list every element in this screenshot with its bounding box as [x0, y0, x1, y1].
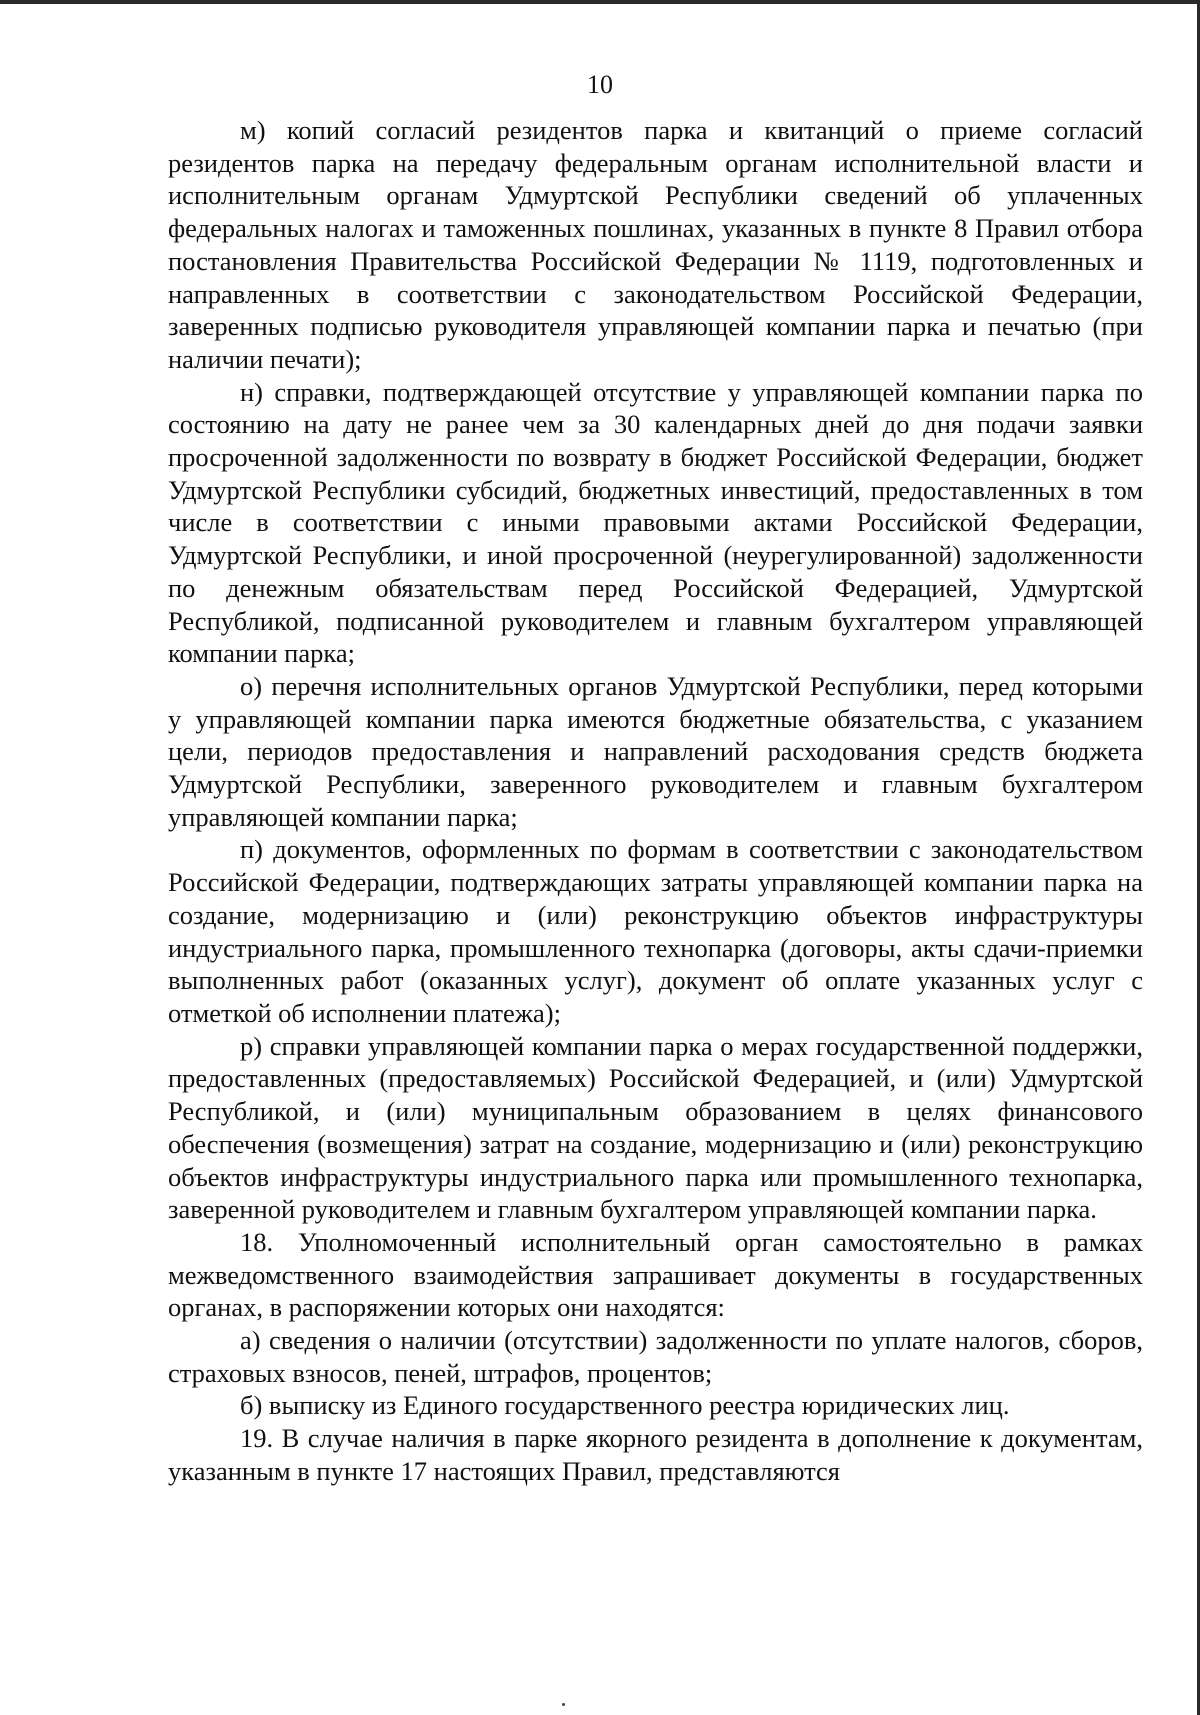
paragraph-19: 19. В случае наличия в парке якорного резидента в дополнение к документам, указанным в пункте 17 настоящих Правил, представляются	[168, 1423, 1143, 1486]
paragraph-b: б) выписку из Единого государственного реестра юридических лиц.	[240, 1390, 1010, 1421]
paragraph-m: м) копий согласий резидентов парка и квитанций о приеме согласий резидентов парка на передачу федеральным органам исполнительной власти и исполнительным органам Удмуртской Республики сведений об уплаченных федеральных налогах и таможенных пошлинах, указанных в пункте 8 Правил отбора постановления Правительства Российской Федерации № 1119, подготовленных и направленных в соответствии с законодательством Российской Федерации, заверенных подписью руководителя управляющей компании парка и печатью (при наличии печати);	[168, 115, 1143, 374]
paragraph-a: а) сведения о наличии (отсутствии) задолженности по уплате налогов, сборов, страховых взносов, пеней, штрафов, процентов;	[168, 1325, 1143, 1388]
document-body	[168, 114, 1143, 1488]
scan-speck	[562, 1703, 565, 1706]
page-number: 10	[587, 70, 613, 99]
paragraph-p: п) документов, оформленных по формам в соответствии с законодательством Российской Федерации, подтверждающих затраты управляющей компании парка на создание, модернизацию и (или) реконструкцию объектов инфраструктуры индустриального парка, промышленного технопарка (договоры, акты сдачи-приемки выполненных работ (оказанных услуг), документ об оплате указанных услуг с отметкой об исполнении платежа);	[168, 834, 1143, 1028]
paragraph-n: н) справки, подтверждающей отсутствие у управляющей компании парка по состоянию на дату не ранее чем за 30 календарных дней до дня подачи заявки просроченной задолженности по возврату в бюджет Российской Федерации, бюджет Удмуртской Республики субсидий, бюджетных инвестиций, предоставленных в том числе в соответствии с иными правовыми актами Российской Федерации, Удмуртской Республики, и иной просроченной (неурегулированной) задолженности по денежным обязательствам перед Российской Федерацией, Удмуртской Республикой, подписанной руководителем и главным бухгалтером управляющей компании парка;	[168, 376, 1143, 669]
paragraph-r: р) справки управляющей компании парка о мерах государственной поддержки, предоставленных (предоставляемых) Российской Федерацией, и (или) Удмуртской Республикой, и (или) муниципальным образованием в целях финансового обеспечения (возмещения) затрат на создание, модернизацию и (или) реконструкцию объектов инфраструктуры индустриального парка или промышленного технопарка, заверенной руководителем и главным бухгалтером управляющей компании парка.	[168, 1030, 1143, 1225]
paragraph-18: 18. Уполномоченный исполнительный орган самостоятельно в рамках межведомственного взаимодействия запрашивает документы в государственных органах, в распоряжении которых они находятся:	[168, 1226, 1143, 1323]
scan-top-edge	[0, 0, 1200, 4]
paragraph-o: о) перечня исполнительных органов Удмуртской Республики, перед которыми у управляющей компании парка имеются бюджетные обязательства, с указанием цели, периодов предоставления и направлений расходования средств бюджета Удмуртской Республики, заверенного руководителем и главным бухгалтером управляющей компании парка;	[168, 670, 1143, 832]
